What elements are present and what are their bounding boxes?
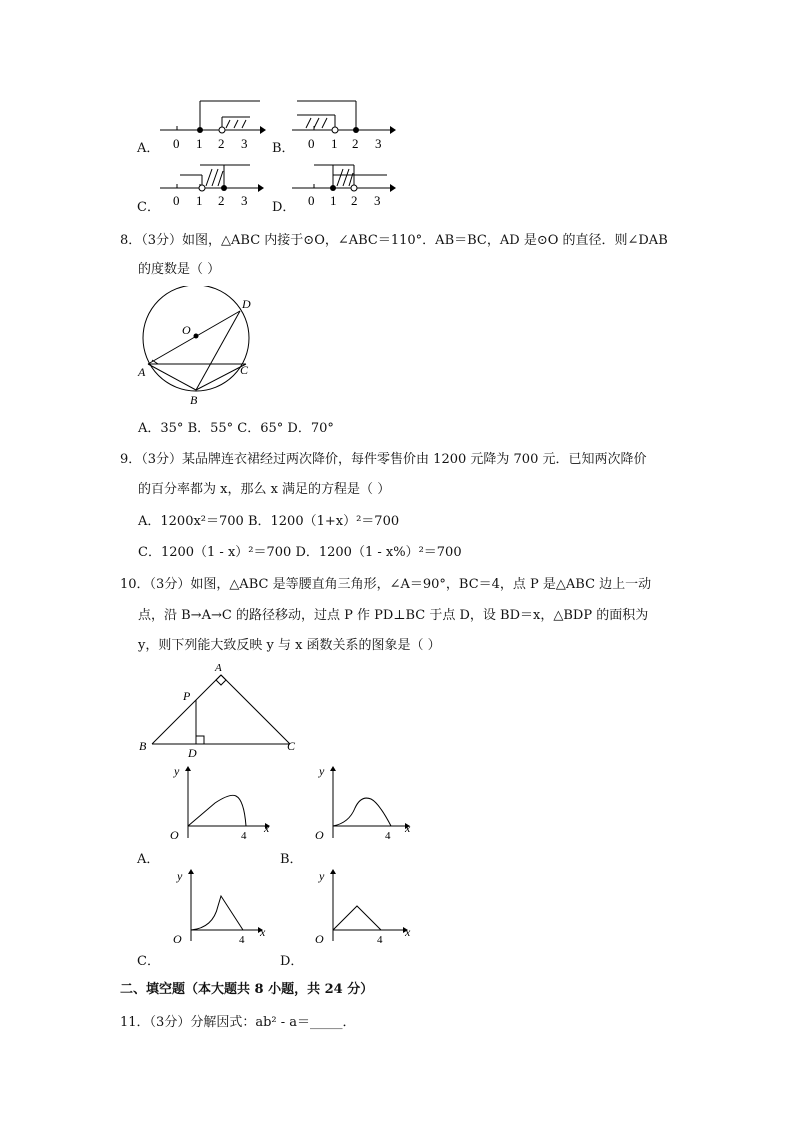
svg-text:2: 2 bbox=[352, 136, 359, 151]
svg-text:O: O bbox=[315, 828, 324, 842]
q8-label-o: O bbox=[182, 323, 191, 337]
q10-graph-a bbox=[160, 763, 275, 845]
q8-stem-line2: 的度数是（ ） bbox=[138, 262, 221, 277]
q8-stem-line1: 8．（3分）如图，△ABC 内接于⊙O，∠ABC＝110°．AB＝BC，AD 是⊙O 的直径．则∠DAB bbox=[120, 233, 668, 248]
svg-text:3: 3 bbox=[375, 136, 382, 151]
section-2-title: 二、填空题（本大题共 8 小题，共 24 分） bbox=[120, 982, 374, 997]
svg-text:y: y bbox=[177, 869, 183, 883]
svg-text:x: x bbox=[405, 925, 411, 939]
q10-option-a-label: A． bbox=[137, 852, 160, 867]
svg-text:x: x bbox=[405, 821, 411, 835]
q10-label-b: B bbox=[139, 739, 147, 753]
svg-text:O: O bbox=[170, 828, 179, 842]
svg-text:x: x bbox=[260, 925, 266, 939]
q7-option-c-numberline bbox=[160, 155, 270, 215]
q10-triangle-figure bbox=[135, 658, 310, 758]
q7-option-a-label: A． bbox=[137, 141, 160, 156]
svg-text:y: y bbox=[319, 869, 325, 883]
q10-graph-d bbox=[305, 866, 420, 948]
q10-option-d-label: D． bbox=[280, 954, 304, 969]
svg-text:3: 3 bbox=[241, 193, 248, 208]
q10-label-a: A bbox=[215, 662, 222, 674]
svg-text:O: O bbox=[173, 932, 182, 946]
q10-stem-line3: y，则下列能大致反映 y 与 x 函数关系的图象是（ ） bbox=[138, 638, 441, 653]
svg-text:2: 2 bbox=[218, 193, 225, 208]
svg-text:4: 4 bbox=[241, 830, 247, 842]
svg-text:x: x bbox=[264, 821, 270, 835]
svg-text:4: 4 bbox=[239, 934, 245, 946]
svg-text:0: 0 bbox=[173, 193, 180, 208]
q10-graph-c bbox=[163, 866, 278, 948]
q9-options-ab: A．1200x²＝700 B．1200（1+x）²＝700 bbox=[138, 514, 400, 529]
q8-label-c: C bbox=[240, 363, 249, 377]
svg-text:1: 1 bbox=[330, 193, 337, 208]
svg-text:3: 3 bbox=[241, 136, 248, 151]
q10-stem-line1: 10．（3分）如图，△ABC 是等腰直角三角形，∠A＝90°，BC＝4，点 P 是△ABC 边上一动 bbox=[120, 577, 652, 592]
q7-option-b-numberline bbox=[292, 95, 402, 155]
q10-stem-line2: 点，沿 B→A→C 的路径移动，过点 P 作 PD⊥BC 于点 D，设 BD＝x，△BDP 的面积为 bbox=[138, 608, 649, 623]
q8-label-a: A bbox=[138, 365, 146, 379]
q10-label-c: C bbox=[287, 739, 296, 753]
q8-label-d: D bbox=[242, 297, 251, 311]
q8-label-b: B bbox=[190, 393, 198, 407]
q7-option-b-label: B． bbox=[272, 141, 295, 156]
svg-text:4: 4 bbox=[377, 934, 383, 946]
q9-stem-line2: 的百分率都为 x，那么 x 满足的方程是（ ） bbox=[138, 482, 391, 497]
svg-text:0: 0 bbox=[308, 136, 315, 151]
svg-text:O: O bbox=[315, 932, 324, 946]
q10-label-d: D bbox=[188, 746, 197, 758]
q10-graph-b bbox=[305, 763, 420, 845]
q11-stem: 11．（3分）分解因式：ab² - a＝_____． bbox=[120, 1015, 356, 1030]
q7-option-a-numberline bbox=[160, 95, 270, 155]
svg-text:1: 1 bbox=[196, 136, 203, 151]
q8-options: A．35° B．55° C．65° D．70° bbox=[138, 421, 334, 436]
svg-text:2: 2 bbox=[351, 193, 358, 208]
q9-stem-line1: 9．（3分）某品牌连衣裙经过两次降价，每件零售价由 1200 元降为 700 元．已知两次降价 bbox=[120, 452, 647, 467]
q10-label-p: P bbox=[183, 689, 191, 703]
q7-option-c-label: C． bbox=[137, 200, 160, 215]
q7-option-d-label: D． bbox=[272, 200, 296, 215]
svg-text:1: 1 bbox=[331, 136, 338, 151]
svg-text:y: y bbox=[174, 764, 180, 778]
q7-option-d-numberline bbox=[292, 155, 402, 215]
svg-text:3: 3 bbox=[374, 193, 381, 208]
svg-text:y: y bbox=[319, 764, 325, 778]
svg-text:1: 1 bbox=[196, 193, 203, 208]
svg-text:0: 0 bbox=[308, 193, 315, 208]
svg-text:4: 4 bbox=[385, 830, 391, 842]
q8-circle-figure bbox=[130, 286, 260, 411]
q10-option-c-label: C． bbox=[137, 954, 160, 969]
q9-options-cd: C．1200（1 - x）²＝700 D．1200（1 - x%）²＝700 bbox=[138, 545, 462, 560]
q10-option-b-label: B． bbox=[280, 852, 303, 867]
svg-text:0: 0 bbox=[173, 136, 180, 151]
svg-text:2: 2 bbox=[218, 136, 225, 151]
